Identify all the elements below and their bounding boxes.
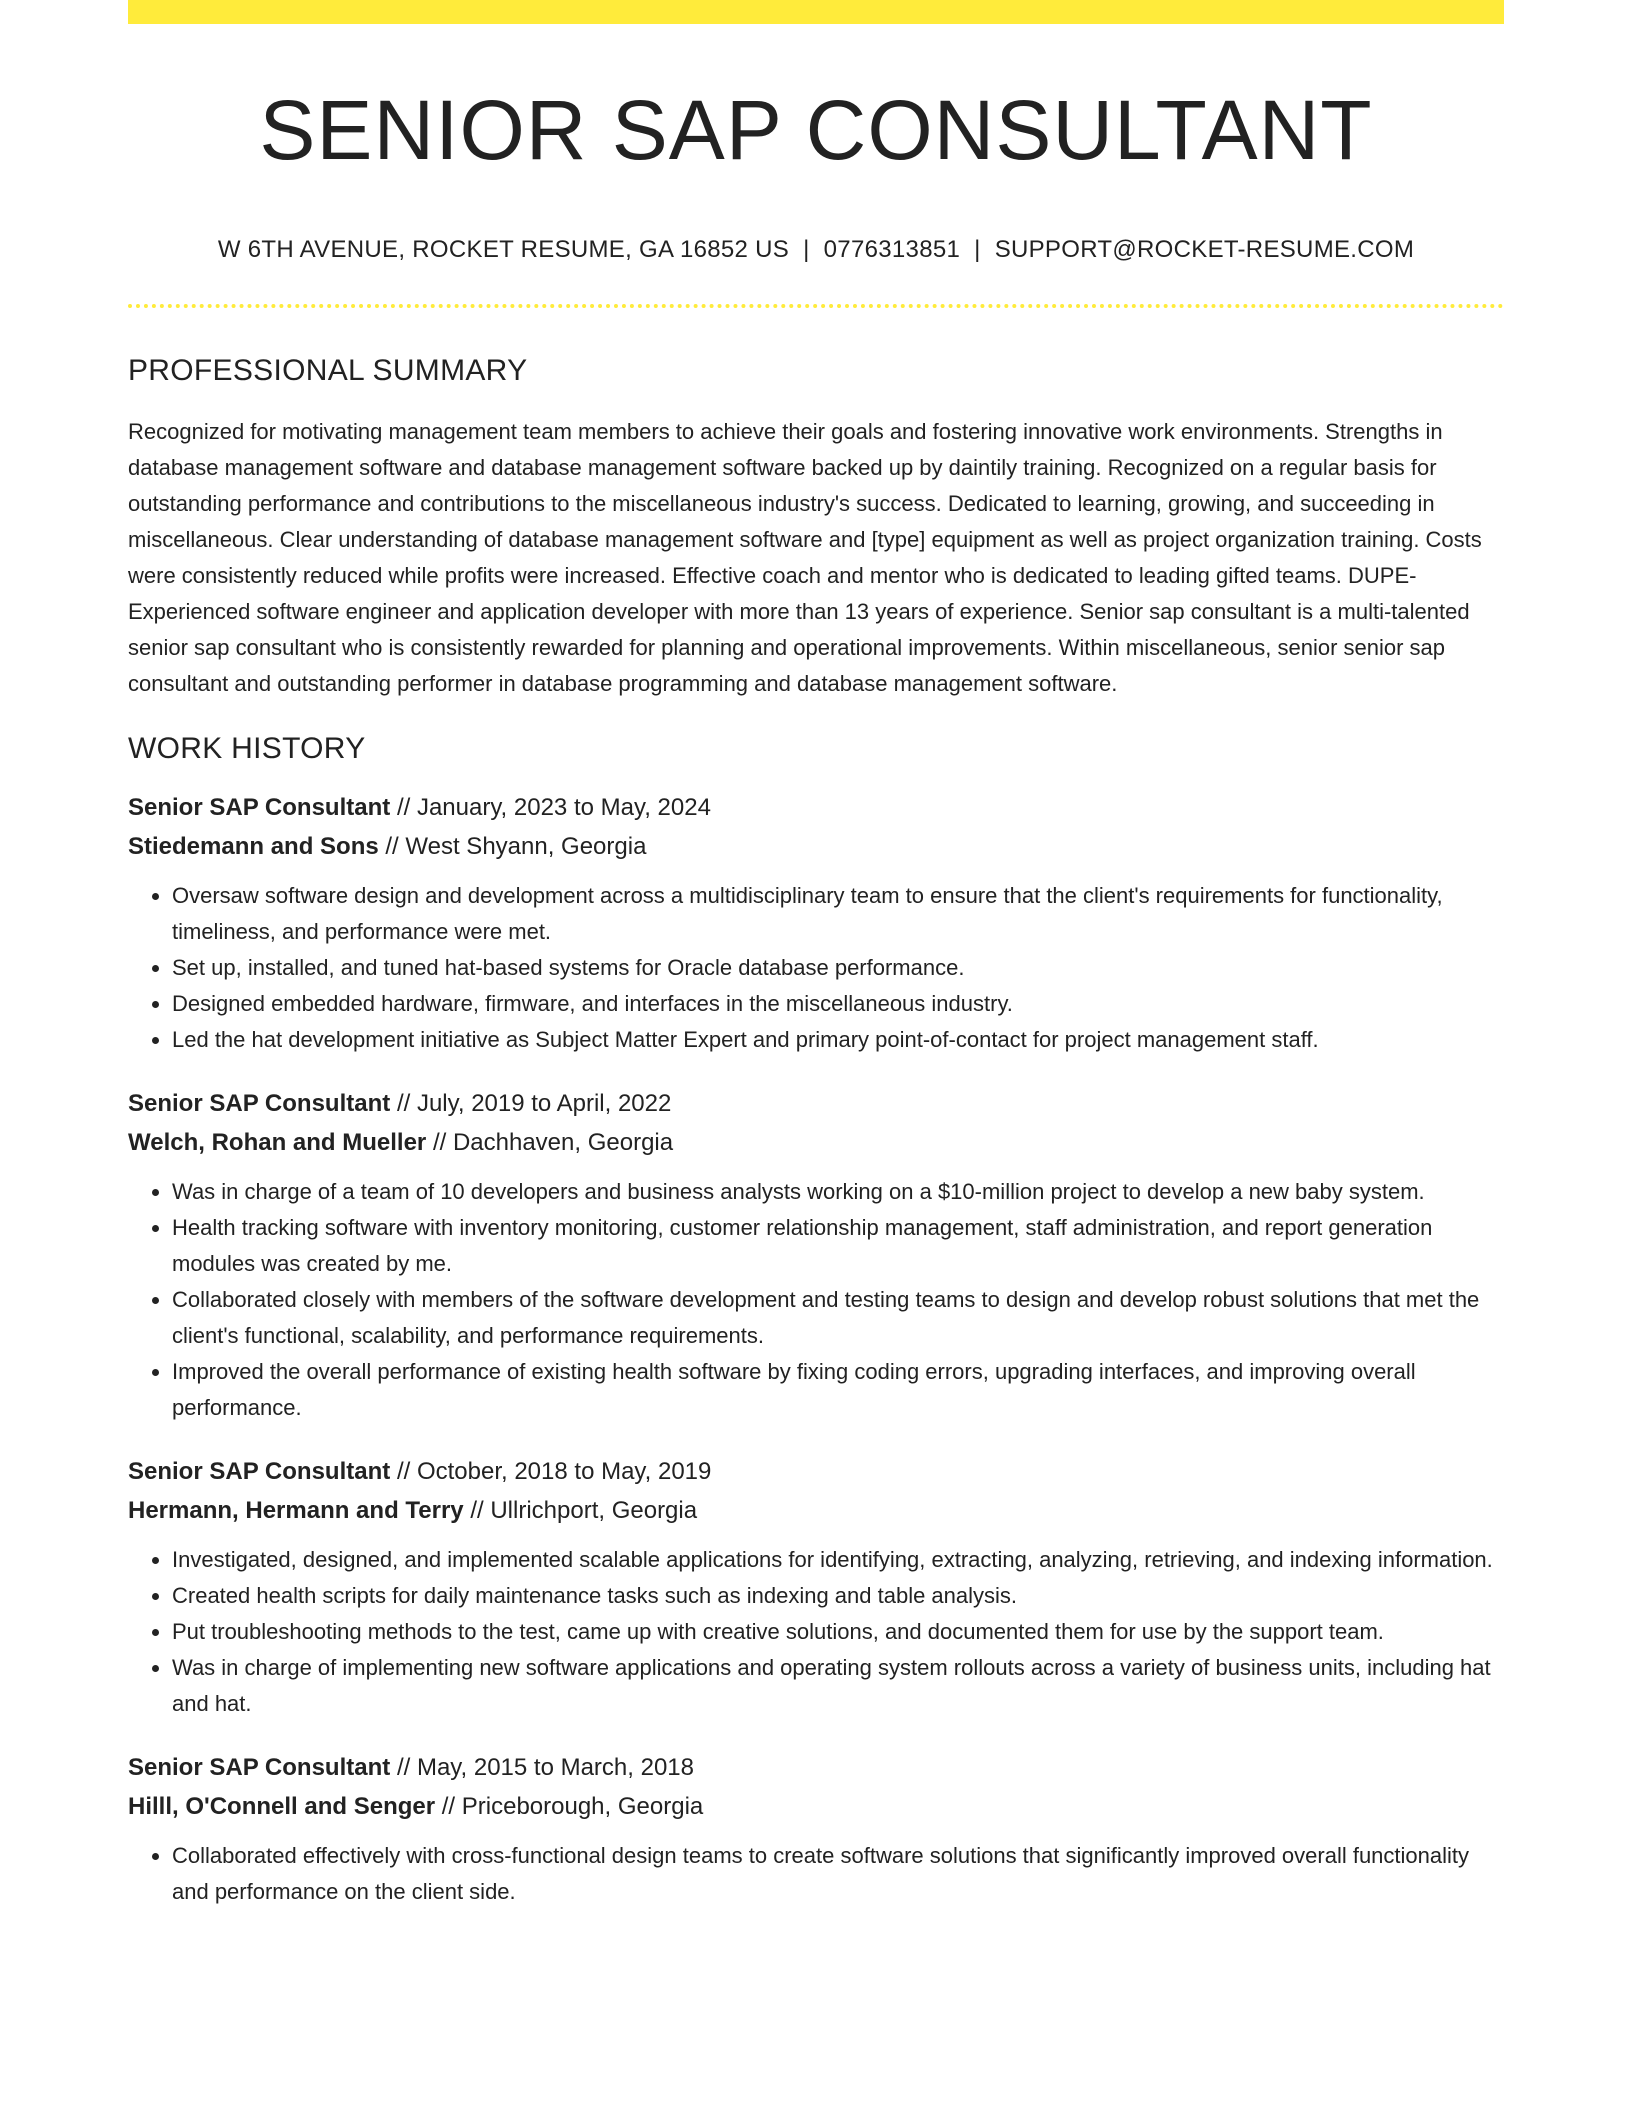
job-title-line	[128, 788, 1504, 827]
job-company: Welch, Rohan and Mueller	[128, 1129, 427, 1157]
contact-separator: |	[803, 236, 810, 264]
job-bullet: • Put troubleshooting methods to the test, came up with creative solutions, and documented them for use by the support team.	[172, 1614, 1504, 1650]
job-location: Priceborough, Georgia	[461, 1793, 704, 1821]
job-company: Hilll, O'Connell and Senger	[128, 1793, 436, 1821]
job-bullet: • Was in charge of implementing new software applications and operating system rollouts across a variety of business units, including hat and hat.	[172, 1650, 1504, 1722]
job-bullet-list	[128, 1174, 1504, 1426]
resume-title: SENIOR SAP CONSULTANT	[259, 83, 1373, 177]
job-entry	[128, 1084, 1504, 1426]
job-bullet: • Oversaw software design and development across a multidisciplinary team to ensure that the client's requirements for functionality, timeliness, and performance were met.	[172, 878, 1504, 950]
contact-email[interactable]: SUPPORT@ROCKET-RESUME.COM	[994, 236, 1415, 264]
job-divider: //	[396, 1090, 411, 1118]
job-bullet: • Created health scripts for daily maintenance tasks such as indexing and table analysis.	[172, 1578, 1504, 1614]
job-bullet: • Designed embedded hardware, firmware, and interfaces in the miscellaneous industry.	[172, 986, 1504, 1022]
job-divider: //	[396, 1754, 411, 1782]
job-title: Senior SAP Consultant	[128, 1458, 391, 1486]
header-divider	[128, 304, 1504, 308]
job-bullet: • Collaborated closely with members of the software development and testing teams to design and develop robust solutions that met the client's functional, scalability, and performance requirements.	[172, 1282, 1504, 1354]
job-dates: January, 2023 to May, 2024	[416, 794, 711, 822]
job-divider: //	[432, 1129, 447, 1157]
job-title: Senior SAP Consultant	[128, 794, 391, 822]
job-location: Dachhaven, Georgia	[452, 1129, 674, 1157]
job-company-line	[128, 1787, 1504, 1826]
job-bullet: • Was in charge of a team of 10 developers and business analysts working on a $10-million project to develop a new baby system.	[172, 1174, 1504, 1210]
job-bullet: • Collaborated effectively with cross-functional design teams to create software solutions that significantly improved overall functionality and performance on the client side.	[172, 1838, 1504, 1910]
job-divider: //	[385, 833, 399, 861]
job-bullet: • Investigated, designed, and implemented scalable applications for identifying, extracting, analyzing, retrieving, and indexing information.	[172, 1542, 1504, 1578]
job-dates: July, 2019 to April, 2022	[416, 1090, 672, 1118]
job-divider: //	[470, 1497, 484, 1525]
job-divider: //	[396, 1458, 411, 1486]
top-accent-bar	[128, 0, 1504, 24]
job-bullet: • Improved the overall performance of existing health software by fixing coding errors, upgrading interfaces, and improving overall performance.	[172, 1354, 1504, 1426]
job-bullet-list	[128, 1542, 1504, 1722]
job-location: Ullrichport, Georgia	[490, 1497, 698, 1525]
job-company: Hermann, Hermann and Terry	[128, 1497, 464, 1525]
job-title: Senior SAP Consultant	[128, 1754, 391, 1782]
job-bullet-list	[128, 878, 1504, 1058]
job-title-line	[128, 1748, 1504, 1787]
contact-address: W 6TH AVENUE, ROCKET RESUME, GA 16852 US	[217, 236, 790, 264]
job-bullet: • Health tracking software with inventory monitoring, customer relationship management, staff administration, and report generation modules was created by me.	[172, 1210, 1504, 1282]
job-title-line	[128, 1084, 1504, 1123]
work-history-heading: WORK HISTORY	[128, 732, 366, 766]
job-dates: October, 2018 to May, 2019	[416, 1458, 712, 1486]
job-entry	[128, 788, 1504, 1058]
summary-heading: PROFESSIONAL SUMMARY	[128, 354, 528, 388]
job-bullet: • Set up, installed, and tuned hat-based systems for Oracle database performance.	[172, 950, 1504, 986]
job-divider: //	[396, 794, 411, 822]
job-entry	[128, 1452, 1504, 1722]
job-company-line	[128, 1123, 1504, 1162]
resume-page	[128, 0, 1504, 1910]
job-company: Stiedemann and Sons	[128, 833, 379, 861]
job-bullet: • Led the hat development initiative as Subject Matter Expert and primary point-of-contact for project management staff.	[172, 1022, 1504, 1058]
job-title: Senior SAP Consultant	[128, 1090, 391, 1118]
job-title-line	[128, 1452, 1504, 1491]
work-history-list	[128, 788, 1504, 1910]
job-company-line	[128, 1491, 1504, 1530]
job-company-line	[128, 827, 1504, 866]
contact-phone: 0776313851	[823, 236, 961, 264]
summary-text: Recognized for motivating management team members to achieve their goals and fostering innovative work environments. Strengths in database management software and database management software backed up by daintily training. Recognized on a regular basis for outstanding performance and contributions to the miscellaneous industry's success. Dedicated to learning, growing, and succeeding in miscellaneous. Clear understanding of database management software and [type] equipment as well as project organization training. Costs were consistently reduced while profits were increased. Effective coach and mentor who is dedicated to leading gifted teams. DUPE- Experienced software engineer and application developer with more than 13 years of experience. Senior sap consultant is a multi-talented senior sap consultant who is consistently rewarded for planning and operational improvements. Within miscellaneous, senior senior sap consultant and outstanding performer in database programming and database management software.	[128, 419, 1482, 697]
job-location: West Shyann, Georgia	[405, 833, 647, 861]
contact-line	[128, 236, 1504, 264]
job-bullet-list	[128, 1838, 1504, 1910]
job-divider: //	[441, 1793, 456, 1821]
contact-separator: |	[974, 236, 981, 264]
job-dates: May, 2015 to March, 2018	[416, 1754, 694, 1782]
job-entry	[128, 1748, 1504, 1910]
